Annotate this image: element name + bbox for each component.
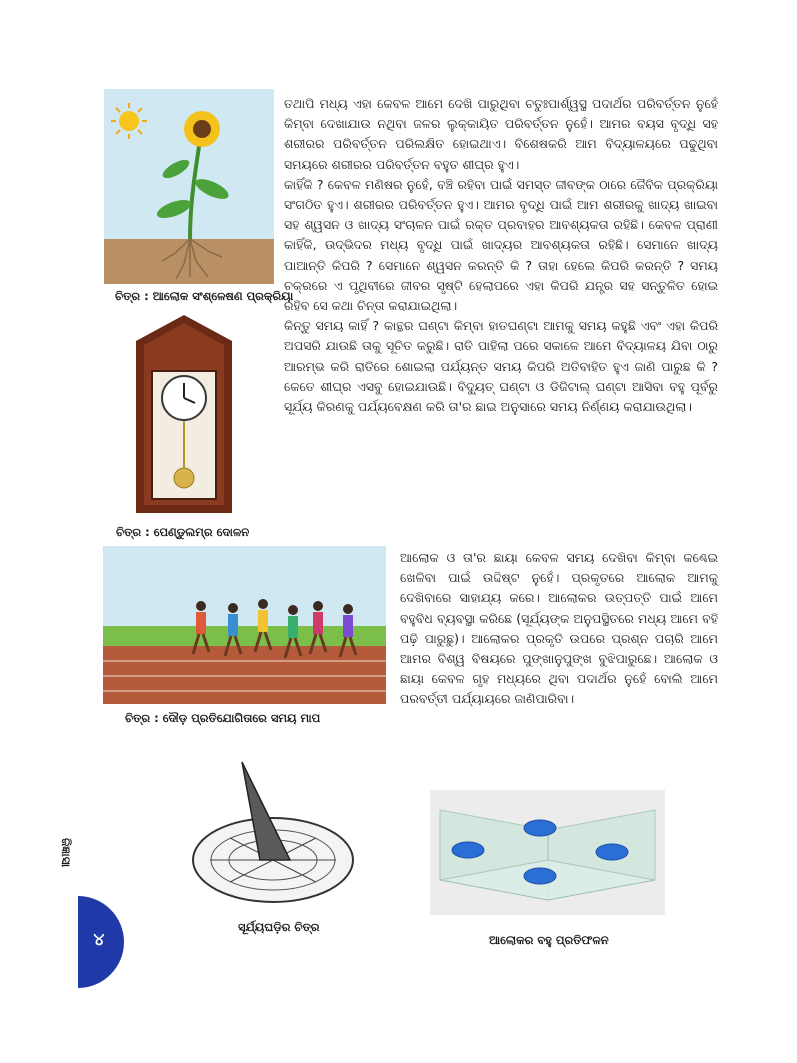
paragraph-2: କାହିଁକି ? କେବଳ ମଣିଷର ନୁହେଁ, ବଞ୍ଚି ରହିବା ପାଇଁ ସମସ୍ତ ଜୀବଙ୍କ ଠାରେ ଜୈବିକ ପ୍ରକ୍ରିୟା ସଂଗଠିତ ହୁଏ। ଶରୀରର ପରିବର୍ତ୍ତନ ହୁଏ। ଆମର ବୃଦ୍ଧି ପାଇଁ ଆମ ଶରୀରକୁ ଖାଦ୍ୟ ଖାଇବା ସହ ଶ୍ୱସନ ଓ ଖାଦ୍ୟ ସଂଚାଳନ ପାଇଁ ରକ୍ତ ପ୍ରବାହର ଆବଶ୍ୟକତା ରହିଛି। କେବଳ ପ୍ରାଣୀ କାହିଁକି, ଉଦ୍ଭିଦର ମଧ୍ୟ ବୃଦ୍ଧି ପାଇଁ ଖାଦ୍ୟର ଆବଶ୍ୟକତା ରହିଛି। ସେମାନେ ଖାଦ୍ୟ ପାଆନ୍ତି କିପରି ? ସେମାନେ ଶ୍ୱସନ କରନ୍ତି କି ? ତାହା ହେଲେ କିପରି କରନ୍ତି ? ସମୟ ଚକ୍ରରେ ଏ ପୃଥିବୀରେ ଜୀବର ସୃଷ୍ଟି ହେଲାପରେ ଏହା କିପରି ଯନ୍ତ୍ର ସହ ସନ୍ତୁଳିତ ହୋଇ ରହିବ ସେ କଥା ଚିନ୍ତା କରାଯାଇଥିଲା।	[284, 176, 718, 314]
race-illustration	[103, 546, 386, 704]
paragraph-3: କିନ୍ତୁ ସମୟ କାହିଁ ? କାନ୍ଥର ଘଣ୍ଟା କିମ୍ବା ହାତଘଣ୍ଟା ଆମକୁ ସମୟ କହୁଛି ଏବଂ ଏହା କିପରି ଅପସରି ଯାଉଛି ତାକୁ ସୂଚିତ କରୁଛି। ରାତି ପାହିଲା ପରେ ସକାଳେ ଆମେ ବିଦ୍ୟାଳୟ ଯିବା ଠାରୁ ଆରମ୍ଭ କରି ରାତିରେ ଶୋଇଲା ପର୍ଯ୍ୟନ୍ତ ସମୟ କିପରି ଅତିବାହିତ ହୁଏ ଜାଣି ପାରୁଛ କି ? କେତେ ଶୀଘ୍ର ଏସବୁ ହୋଇଯାଉଛି। ବିଦ୍ୟୁତ୍ ଘଣ୍ଟା ଓ ଡିଜିଟାଲ୍ ଘଣ୍ଟା ଆସିବା ବହୁ ପୂର୍ବରୁ ସୂର୍ଯ୍ୟ କିରଣକୁ ପର୍ଯ୍ୟବେକ୍ଷଣ କରି ତା'ର ଛାଇ ଅନୁସାରେ ସମୟ ନିର୍ଣ୍ଣୟ କରାଯାଉଥିଲା।	[284, 318, 718, 415]
caption-photosynthesis: ଚିତ୍ର : ଆଲୋକ ସଂଶ୍ଳେଷଣ ପ୍ରକ୍ରିୟା	[115, 289, 294, 303]
mirrors-illustration	[430, 790, 665, 915]
sundial-illustration	[190, 760, 356, 908]
paragraph-1: ତଥାପି ମଧ୍ୟ ଏହା କେବଳ ଆମେ ଦେଖି ପାରୁଥିବା ଚତୁଃପାର୍ଶ୍ୱସ୍ଥ ପଦାର୍ଥର ପରିବର୍ତ୍ତନ ନୁହେଁ କିମ୍ବା ଦେଖାଯାଉ ନଥିବା ଜଳର ଲୁକ୍କାୟିତ ପରିବର୍ତ୍ତନ ନୁହେଁ। ଆମର ବୟସ ବୃଦ୍ଧି ସହ ଶରୀରର ପରିବର୍ତ୍ତନ ପରିଲକ୍ଷିତ ହୋଇଥାଏ। ବିଶେଷକରି ଆମ ବିଦ୍ୟାଳୟରେ ପଢୁଥିବା ସମୟରେ ଶରୀରର ପରିବର୍ତ୍ତନ ବହୁତ ଶୀଘ୍ର ହୁଏ।	[284, 96, 718, 172]
paragraph-4: ଆଲୋକ ଓ ତା'ର ଛାୟା କେବଳ ସମୟ ଦେଖିବା କିମ୍ବା କଣ୍ଢେଇ ଖେଳିବା ପାଇଁ ଉଦ୍ଦିଷ୍ଟ ନୁହେଁ। ପ୍ରକୃତରେ ଆଲୋକ ଆମକୁ ଦେଖିବାରେ ସାହାଯ୍ୟ କରେ। ଆଲୋକର ଉତ୍ପତ୍ତି ପାଇଁ ଆମେ ବହୁବିଧ ବ୍ୟବସ୍ଥା କରିଛେ (ସୂର୍ଯ୍ୟଙ୍କ ଅନୁପସ୍ଥିତରେ ମଧ୍ୟ ଆମେ ବହି ପଢ଼ି ପାରୁଛୁ)। ଆଲୋକର ପ୍ରକୃତି ଉପରେ ପ୍ରଶ୍ନ ପଚାରି ଆମେ ଆମର ବିଶ୍ୱ ବିଷୟରେ ପୁଙ୍ଖାନୁପୁଙ୍ଖ ବୁଝିପାରୁଛେ। ଆଲୋକ ଓ ଛାୟା କେବଳ ଗୃହ ମଧ୍ୟରେ ଥିବା ପଦାର୍ଥର ନୁହେଁ ବୋଲି ଆମେ ପରବର୍ତ୍ତୀ ପର୍ଯ୍ୟାୟରେ ଜାଣିପାରିବା।	[400, 550, 718, 707]
clock-illustration	[134, 313, 234, 519]
caption-race: ଚିତ୍ର : ଦୌଡ଼ ପ୍ରତିଯୋଗିତାରେ ସମୟ ମାପ	[125, 711, 321, 725]
pendulum-clock-figure	[134, 313, 234, 519]
race-figure	[103, 546, 386, 704]
caption-pendulum: ଚିତ୍ର : ପେଣ୍ଡୁଲମ୍‌ର ଦୋଳନ	[116, 525, 250, 539]
chapter-side-label: ଜିଜ୍ଞାସା	[59, 838, 73, 868]
mirrors-figure	[430, 790, 665, 915]
caption-sundial: ସୂର୍ଯ୍ୟଘଡ଼ିର ଚିତ୍ର	[238, 920, 320, 934]
sundial-figure	[190, 760, 356, 908]
caption-mirrors: ଆଲୋକର ବହୁ ପ୍ରତିଫଳନ	[489, 933, 609, 947]
paragraph-right-top	[284, 94, 718, 417]
page-number: ୪	[93, 930, 105, 950]
sunflower-illustration	[104, 89, 274, 284]
photosynthesis-figure	[104, 89, 274, 284]
